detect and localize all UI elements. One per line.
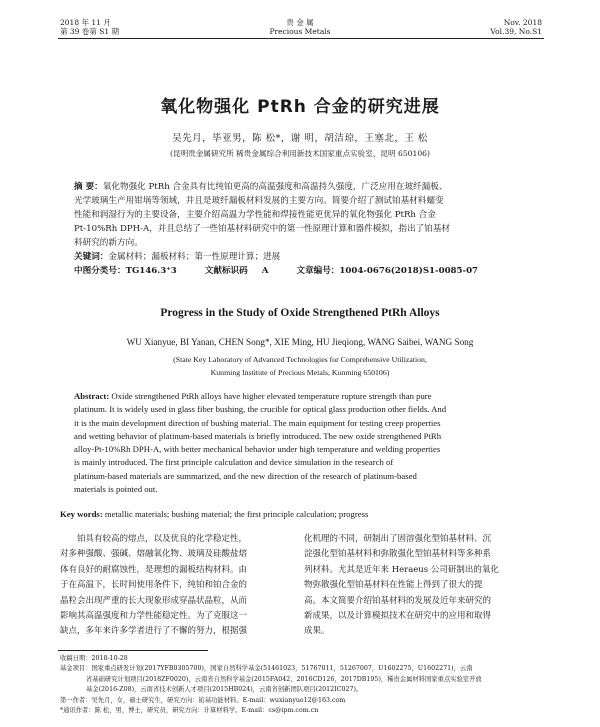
article-no-value: 1004-0676(2018)S1-0085-07 [339,266,479,276]
body-line: 物弥散强化型铂基材料在性能上得到了很大的提 [304,580,483,591]
body-column-right [304,532,542,640]
abstract-en-line: it is the main development direction of bushing material. The main equipment for testing creep properties [74,417,441,428]
body-line: 高。本文简要介绍铂基材料的发展及近年来研究的 [304,595,492,606]
body-line: 化机理的不同，研制出了固溶强化型铂基材料、沉 [304,534,492,544]
received-date: 收稿日期：2018-10-28 [60,655,128,662]
fund-line: 省基础研究计划项目(2018ZF0020)，云南省自然科学基金(2015FA042，2016CD126，2017DB195)，稀贵金属材料国家重点实验室开放 [86,675,482,683]
page-title-en: Progress in the Study of Oxide Strengthened PtRh Alloys [160,307,440,319]
abstract-en-line: Abstract: Oxide strengthened PtRh alloys have higher elevated temperature rupture strength than pure [74,391,432,401]
abstract-en-line: platinum-based materials are summarized, and the new direction of the research of platinum-based [74,470,417,481]
header-volume-cn: 第 39 卷第 S1 期 [60,27,119,36]
header-date: 2018 年 11 月 [60,18,111,27]
doc-code-label: 文献标识码 [204,266,248,276]
abstract-cn [74,180,530,278]
abstract-en-line: platinum. It is widely used in glass fiber bushing, the crucible for optical glass production other fields. And [74,404,447,415]
header-rule [58,38,544,39]
article-no-label: 文章编号： [296,266,340,276]
keywords-cn-label: 关键词： [74,252,109,262]
header-volume-en: Vol.39, No.S1 [490,27,542,36]
footnotes [60,654,544,716]
abstract-en-line: and wetting behavior of platinum-based materials is briefly introduced. The new oxide strengthened PtRh [74,430,442,441]
abstract-en-line: is mainly introduced. The first principle calculation and device simulation in the research of [74,457,394,468]
journal-name-cn: 贵 金 属 [286,18,314,27]
body-line: 晶粒会出现严重的长大现象形成穿晶状晶粒，从而 [60,595,248,606]
keywords-en-label: Key words: [60,509,103,519]
body-line: 缺点，多年来许多学者进行了不懈的努力，根据强 [60,626,248,637]
affiliation-en-line1: (State Key Laboratory of Advanced Technologies for Comprehensive Utilization, [173,355,427,364]
abstract-cn-line: Pt-10%Rh DPH-A，并且总结了一些铂基材料研究中的第一性原理计算和器件模拟，指出了铂基材 [74,224,451,234]
body-line: 于在高温下，长时间使用条件下，纯铂和铂合金的 [60,580,248,591]
body-line: 铂具有较高的熔点，以及优良的化学稳定性， [77,534,248,544]
classification-row [74,264,530,278]
corresponding-author-note: *通讯作者：陈 松，男，博士，研究员，研究方向：计算材料学。E-mail：cs@ipm.com.cn [60,707,319,715]
keywords-en: Key words: metallic materials; bushing material; the first principle calculation; progress [60,509,369,519]
abstract-en-line: materials is pointed out. [74,484,158,495]
fund-line: 基金项目：国家重点研发计划(2017YFB0305700)，国家自然科学基金(51461023，51767011，51267007，U1602275，U1602271)，云南 [60,665,473,673]
body-line: 淀强化型铂基材料和弥散强化型铂基材料等多种系 [304,549,492,560]
doc-code-value: A [261,266,269,276]
abstract-cn-label: 摘 要： [74,182,103,192]
body-line: 成果。 [304,626,330,637]
fund-line: 基金(2016-Z08)，云南省技术创新人才项目(2015HB024)，云南省创新团队项目(2012IC027)。 [86,686,363,694]
class-value: TG146.3⁺3 [125,266,177,276]
abstract-en-label: Abstract: [74,391,110,401]
body-line: 对多种强酸、强碱、熔融氧化物、玻璃及硅酸盐熔 [60,549,248,560]
abstract-en-line: alloy-Pt-10%Rh DPH-A, with better mechanical behavior under high temperature and welding properties [74,444,441,455]
body-line: 影响其高温强度和力学性能稳定性。为了克服这一 [60,611,248,622]
affiliation-en-line2: Kunming Institute of Precious Metals, Kunming 650106) [210,368,390,377]
header-date-en: Nov. 2018 [503,18,542,27]
body-column-left [60,532,286,640]
journal-name-en: Precious Metals [269,27,331,36]
class-label: 中图分类号： [74,266,126,276]
footnote-rule [58,650,208,651]
authors-en: WU Xianyue, BI Yanan, CHEN Song*, XIE Ming, HU Jieqiong, WANG Saibei, WANG Song [126,337,474,347]
body-line: 新成果，以及计算模拟技术在研究中的应用和取得 [304,611,492,622]
abstract-en [74,390,530,496]
body-line: 列材料。尤其是近年来 Heraeus 公司研制出的氧化 [304,564,499,575]
abstract-cn-line: 摘 要：氧化物强化 PtRh 合金具有比纯铂更高的高温强度和高温持久强度，广泛应用在玻纤漏板、 [74,182,448,192]
authors-cn: 吴先月，毕亚男，陈 松*，谢 明，胡洁琼，王塞北，王 松 [172,133,428,144]
abstract-cn-line: 性能和润湿行为的主要设备，主要介绍高温力学性能和焊接性能更优异的氧化物强化 PtRh 合金 [74,210,436,220]
page-title-cn: 氧化物强化 PtRh 合金的研究进展 [160,97,440,117]
first-author-note: 第一作者：吴先月，女，硕士研究生，研究方向：铂基功能材料。E-mail：wuxianyue12@163.com [60,696,346,704]
abstract-cn-line: 光学玻璃生产用钳埚等领域，并且是玻纤漏板材料发展的主要方向。简要介绍了测试铂基材料蠕变 [74,196,444,206]
body-line: 体有良好的耐腐蚀性，是理想的漏板结构材料。由 [60,564,248,575]
abstract-cn-line: 料研究的新方向。 [74,238,143,248]
affiliation-cn: (昆明贵金属研究所 稀贵金属综合利用新技术国家重点实验室，昆明 650106) [170,149,430,158]
keywords-cn: 关键词：金属材料；漏板材料；第一性原理计算；进展 [74,252,281,262]
